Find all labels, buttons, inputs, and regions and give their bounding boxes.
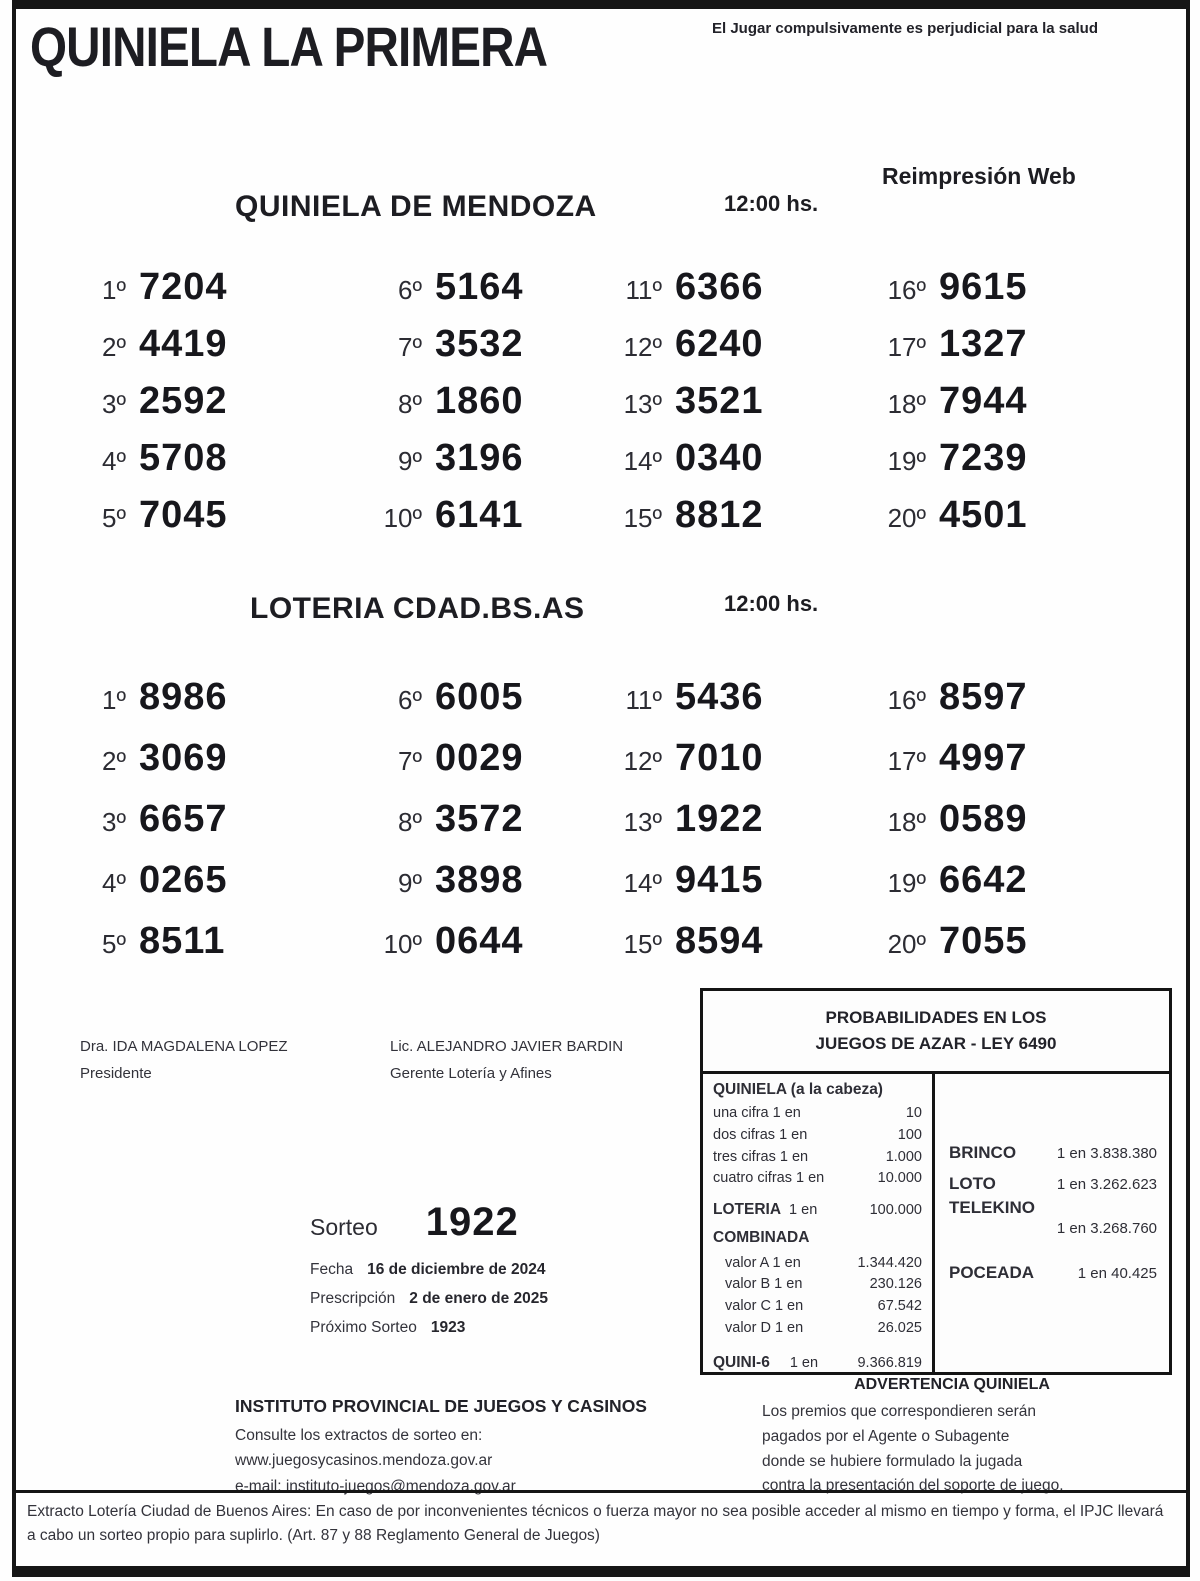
result-number: 4997 <box>939 737 1028 779</box>
result-row <box>860 798 1028 859</box>
odds-value: 1 en 3.268.760 <box>1056 1220 1157 1237</box>
signatures <box>80 1038 700 1082</box>
result-position: 20º <box>887 929 926 959</box>
signature-block <box>390 1038 700 1082</box>
result-number: 9415 <box>675 859 764 901</box>
notice-line: pagados por el Agente o Subagente <box>762 1427 1010 1445</box>
result-position: 5º <box>102 503 126 533</box>
odds-label: cuatro cifras 1 en <box>713 1170 825 1187</box>
odds-label: LOTO <box>949 1174 996 1193</box>
result-number: 3898 <box>435 859 524 901</box>
odds-row <box>713 1296 922 1318</box>
result-number: 7204 <box>139 266 228 308</box>
result-position: 15º <box>623 929 662 959</box>
prescription-row <box>310 1290 640 1308</box>
result-number: 0265 <box>139 859 228 901</box>
result-number: 7055 <box>939 920 1028 962</box>
probabilities-title-line2: JUEGOS DE AZAR - LEY 6490 <box>815 1034 1057 1053</box>
mendoza-results-col1 <box>60 266 228 551</box>
notice-line: contra la presentación del soporte de juego. <box>762 1477 1064 1495</box>
result-number: 4501 <box>939 494 1028 536</box>
mendoza-section-title: QUINIELA DE MENDOZA <box>235 190 597 223</box>
health-warning: El Jugar compulsivamente es perjudicial para la salud <box>712 20 1098 37</box>
result-position: 3º <box>102 807 126 837</box>
result-number: 1922 <box>675 798 764 840</box>
odds-label: valor B 1 en <box>725 1276 803 1293</box>
result-row <box>356 798 524 859</box>
odds-label: valor A 1 en <box>725 1254 801 1271</box>
result-position: 3º <box>102 389 126 419</box>
result-number: 0644 <box>435 920 524 962</box>
result-number: 8511 <box>139 920 226 962</box>
result-row <box>60 920 228 981</box>
result-position: 20º <box>887 503 926 533</box>
next-draw-label: Próximo Sorteo <box>310 1319 417 1336</box>
result-row <box>596 737 764 798</box>
odds-label: valor D 1 en <box>725 1319 804 1336</box>
prescription-value: 2 de enero de 2025 <box>409 1290 548 1307</box>
odds-row <box>713 1168 922 1190</box>
odds-label: POCEADA <box>949 1263 1035 1282</box>
odds-row <box>713 1147 922 1169</box>
draw-info <box>310 1200 640 1337</box>
result-number: 5436 <box>675 676 764 718</box>
result-position: 14º <box>623 446 662 476</box>
result-position: 8º <box>398 807 422 837</box>
probabilities-right-column <box>935 1074 1169 1375</box>
result-row <box>860 380 1028 437</box>
odds-value: 9.366.819 <box>857 1354 922 1371</box>
result-position: 6º <box>398 275 422 305</box>
result-row <box>356 859 524 920</box>
bottom-strip <box>15 1490 1187 1566</box>
bsas-results-col2 <box>356 676 524 981</box>
result-number: 8597 <box>939 676 1028 718</box>
odds-mid: 1 en <box>789 1354 819 1371</box>
result-number: 1860 <box>435 380 524 422</box>
result-position: 13º <box>623 389 662 419</box>
reprint-web-label: Reimpresión Web <box>882 163 1076 189</box>
result-number: 7944 <box>939 380 1028 422</box>
result-row <box>860 494 1028 551</box>
result-row <box>596 920 764 981</box>
result-position: 4º <box>102 446 126 476</box>
bsas-draw-time: 12:00 hs. <box>724 591 819 616</box>
result-row <box>356 676 524 737</box>
page-title: QUINIELA LA PRIMERA <box>30 15 548 78</box>
bsas-results-col1 <box>60 676 228 981</box>
result-number: 6657 <box>139 798 228 840</box>
odds-value: 230.126 <box>869 1276 922 1293</box>
prescription-label: Prescripción <box>310 1290 396 1307</box>
result-number: 8594 <box>675 920 764 962</box>
result-position: 17º <box>887 332 926 362</box>
result-number: 5708 <box>139 437 228 479</box>
poceada-odds-row <box>949 1263 1157 1283</box>
result-number: 7239 <box>939 437 1028 479</box>
result-number: 3572 <box>435 798 524 840</box>
result-position: 11º <box>625 685 662 715</box>
result-row <box>60 737 228 798</box>
result-number: 0340 <box>675 437 764 479</box>
odds-value: 10 <box>905 1105 922 1121</box>
odds-row <box>713 1274 922 1296</box>
result-row <box>596 266 764 323</box>
result-number: 5164 <box>435 266 524 308</box>
result-number: 6642 <box>939 859 1028 901</box>
probabilities-box <box>700 988 1172 1375</box>
bsas-results-col3 <box>596 676 764 981</box>
brinco-odds-row <box>949 1136 1157 1163</box>
odds-value: 100 <box>897 1126 922 1143</box>
institute-consult-line: Consulte los extractos de sorteo en: <box>235 1427 483 1444</box>
result-number: 6005 <box>435 676 524 718</box>
result-row <box>860 266 1028 323</box>
bsas-section-title: LOTERIA CDAD.BS.AS <box>250 592 585 625</box>
result-position: 10º <box>383 503 422 533</box>
result-position: 10º <box>383 929 422 959</box>
quini6-odds-row <box>713 1352 922 1374</box>
institute-email: e-mail: instituto-juegos@mendoza.gov.ar <box>235 1477 516 1495</box>
date-value: 16 de diciembre de 2024 <box>367 1261 546 1278</box>
result-row <box>596 676 764 737</box>
result-position: 1º <box>102 275 126 305</box>
result-position: 2º <box>102 746 126 776</box>
result-number: 6240 <box>675 323 764 365</box>
result-number: 0589 <box>939 798 1028 840</box>
result-row <box>860 859 1028 920</box>
odds-value: 100.000 <box>869 1202 922 1218</box>
result-row <box>60 437 228 494</box>
odds-value: 1.344.420 <box>857 1254 922 1271</box>
result-row <box>60 494 228 551</box>
result-row <box>596 437 764 494</box>
odds-label: BRINCO <box>949 1143 1017 1162</box>
result-position: 11º <box>625 275 662 305</box>
probabilities-left-column <box>703 1074 935 1375</box>
result-position: 9º <box>398 868 422 898</box>
result-position: 19º <box>887 868 926 898</box>
result-number: 8812 <box>675 494 764 536</box>
result-number: 3532 <box>435 323 524 365</box>
odds-label: QUINI-6 <box>713 1353 770 1371</box>
result-row <box>356 737 524 798</box>
result-position: 18º <box>887 807 926 837</box>
odds-value: 26.025 <box>877 1319 922 1336</box>
result-position: 12º <box>623 746 662 776</box>
mendoza-results-col3 <box>596 266 764 551</box>
loto-odds-row <box>949 1167 1157 1194</box>
result-row <box>596 494 764 551</box>
result-number: 7010 <box>675 737 764 779</box>
result-position: 14º <box>623 868 662 898</box>
odds-value: 10.000 <box>877 1170 922 1187</box>
mendoza-draw-time: 12:00 hs. <box>724 191 819 216</box>
odds-label: TELEKINO <box>949 1198 1035 1217</box>
result-number: 8986 <box>139 676 228 718</box>
result-row <box>60 676 228 737</box>
result-row <box>860 920 1028 981</box>
result-row <box>356 494 524 551</box>
result-position: 17º <box>887 746 926 776</box>
result-row <box>596 323 764 380</box>
result-position: 16º <box>887 685 926 715</box>
odds-row <box>713 1125 922 1147</box>
notice-line: donde se hubiere formulado la jugada <box>762 1452 1023 1470</box>
institute-info <box>235 1396 715 1499</box>
result-position: 19º <box>887 446 926 476</box>
result-number: 7045 <box>139 494 228 536</box>
bsas-results-col4 <box>860 676 1028 981</box>
loteria-odds-row <box>713 1199 922 1221</box>
result-row <box>356 437 524 494</box>
result-number: 2592 <box>139 380 228 422</box>
odds-label: tres cifras 1 en <box>713 1148 809 1165</box>
odds-value: 1 en 40.425 <box>1077 1265 1157 1282</box>
quiniela-odds-rows <box>713 1103 922 1190</box>
combinada-odds-header: COMBINADA <box>713 1228 810 1246</box>
signatory-name: Dra. IDA MAGDALENA LOPEZ <box>80 1038 288 1055</box>
result-position: 2º <box>102 332 126 362</box>
bsas-results-grid <box>0 676 1200 986</box>
odds-value: 1 en 3.262.623 <box>1056 1176 1157 1193</box>
result-number: 0029 <box>435 737 524 779</box>
result-number: 3196 <box>435 437 524 479</box>
odds-label: valor C 1 en <box>725 1298 804 1315</box>
result-row <box>860 323 1028 380</box>
next-draw-value: 1923 <box>430 1319 466 1336</box>
next-draw-row <box>310 1319 640 1337</box>
extract-disclaimer: Extracto Lotería Ciudad de Buenos Aires: En caso de por inconvenientes técnicos o fuerza mayor no sea posible acceder al mismo en tiempo y forma, el IPJC llevará a cabo un sorteo propio para suplirlo. (Art. 87 y 88 Reglamento General de Juegos) <box>27 1503 1164 1545</box>
result-position: 1º <box>102 685 126 715</box>
date-label: Fecha <box>310 1261 354 1278</box>
quiniela-odds-header: QUINIELA (a la cabeza) <box>713 1081 883 1098</box>
result-number: 1327 <box>939 323 1028 365</box>
result-row <box>60 798 228 859</box>
result-position: 18º <box>887 389 926 419</box>
result-row <box>356 920 524 981</box>
result-row <box>356 323 524 380</box>
result-position: 7º <box>398 332 422 362</box>
draw-number: 1922 <box>425 1200 519 1244</box>
result-position: 8º <box>398 389 422 419</box>
odds-value: 1 en 3.838.380 <box>1056 1145 1157 1162</box>
result-position: 4º <box>102 868 126 898</box>
institute-name: INSTITUTO PROVINCIAL DE JUEGOS Y CASINOS <box>235 1396 647 1416</box>
result-number: 3069 <box>139 737 228 779</box>
signatory-name: Lic. ALEJANDRO JAVIER BARDIN <box>390 1038 624 1055</box>
result-position: 7º <box>398 746 422 776</box>
probabilities-title-line1: PROBABILIDADES EN LOS <box>825 1007 1047 1027</box>
odds-label: una cifra 1 en <box>713 1105 801 1121</box>
result-number: 4419 <box>139 323 228 365</box>
result-row <box>596 798 764 859</box>
result-row <box>596 859 764 920</box>
mendoza-results-grid <box>0 266 1200 556</box>
result-row <box>860 737 1028 798</box>
odds-value: 67.542 <box>877 1298 922 1315</box>
result-row <box>60 859 228 920</box>
result-number: 3521 <box>675 380 764 422</box>
draw-date-row <box>310 1261 640 1279</box>
result-row <box>60 266 228 323</box>
result-row <box>356 266 524 323</box>
mendoza-results-col2 <box>356 266 524 551</box>
odds-row <box>713 1253 922 1275</box>
signature-block <box>80 1038 390 1082</box>
result-number: 9615 <box>939 266 1028 308</box>
result-position: 6º <box>398 685 422 715</box>
draw-label: Sorteo <box>310 1214 378 1240</box>
odds-row <box>713 1318 922 1340</box>
result-position: 12º <box>623 332 662 362</box>
telekino-odds-row <box>949 1198 1157 1237</box>
quiniela-notice <box>740 1376 1164 1499</box>
institute-website: www.juegosycasinos.mendoza.gov.ar <box>235 1452 493 1470</box>
odds-label: dos cifras 1 en <box>713 1126 808 1143</box>
result-row <box>596 380 764 437</box>
result-number: 6141 <box>435 494 524 536</box>
result-row <box>60 323 228 380</box>
mendoza-results-col4 <box>860 266 1028 551</box>
odds-row <box>713 1103 922 1125</box>
signatory-role: Presidente <box>80 1065 152 1082</box>
result-position: 13º <box>623 807 662 837</box>
odds-value: 1.000 <box>885 1148 922 1165</box>
result-row <box>860 676 1028 737</box>
result-number: 6366 <box>675 266 764 308</box>
odds-mid: 1 en <box>789 1202 818 1218</box>
result-row <box>356 380 524 437</box>
result-row <box>60 380 228 437</box>
result-row <box>860 437 1028 494</box>
result-position: 15º <box>623 503 662 533</box>
result-position: 5º <box>102 929 126 959</box>
odds-label: LOTERIA <box>713 1201 782 1218</box>
combinada-odds-rows <box>713 1253 922 1340</box>
notice-line: Los premios que correspondieren serán <box>762 1403 1036 1420</box>
notice-title: ADVERTENCIA QUINIELA <box>854 1376 1050 1393</box>
signatory-role: Gerente Lotería y Afines <box>390 1065 552 1082</box>
result-position: 9º <box>398 446 422 476</box>
probabilities-title <box>703 991 1169 1074</box>
result-position: 16º <box>887 275 926 305</box>
